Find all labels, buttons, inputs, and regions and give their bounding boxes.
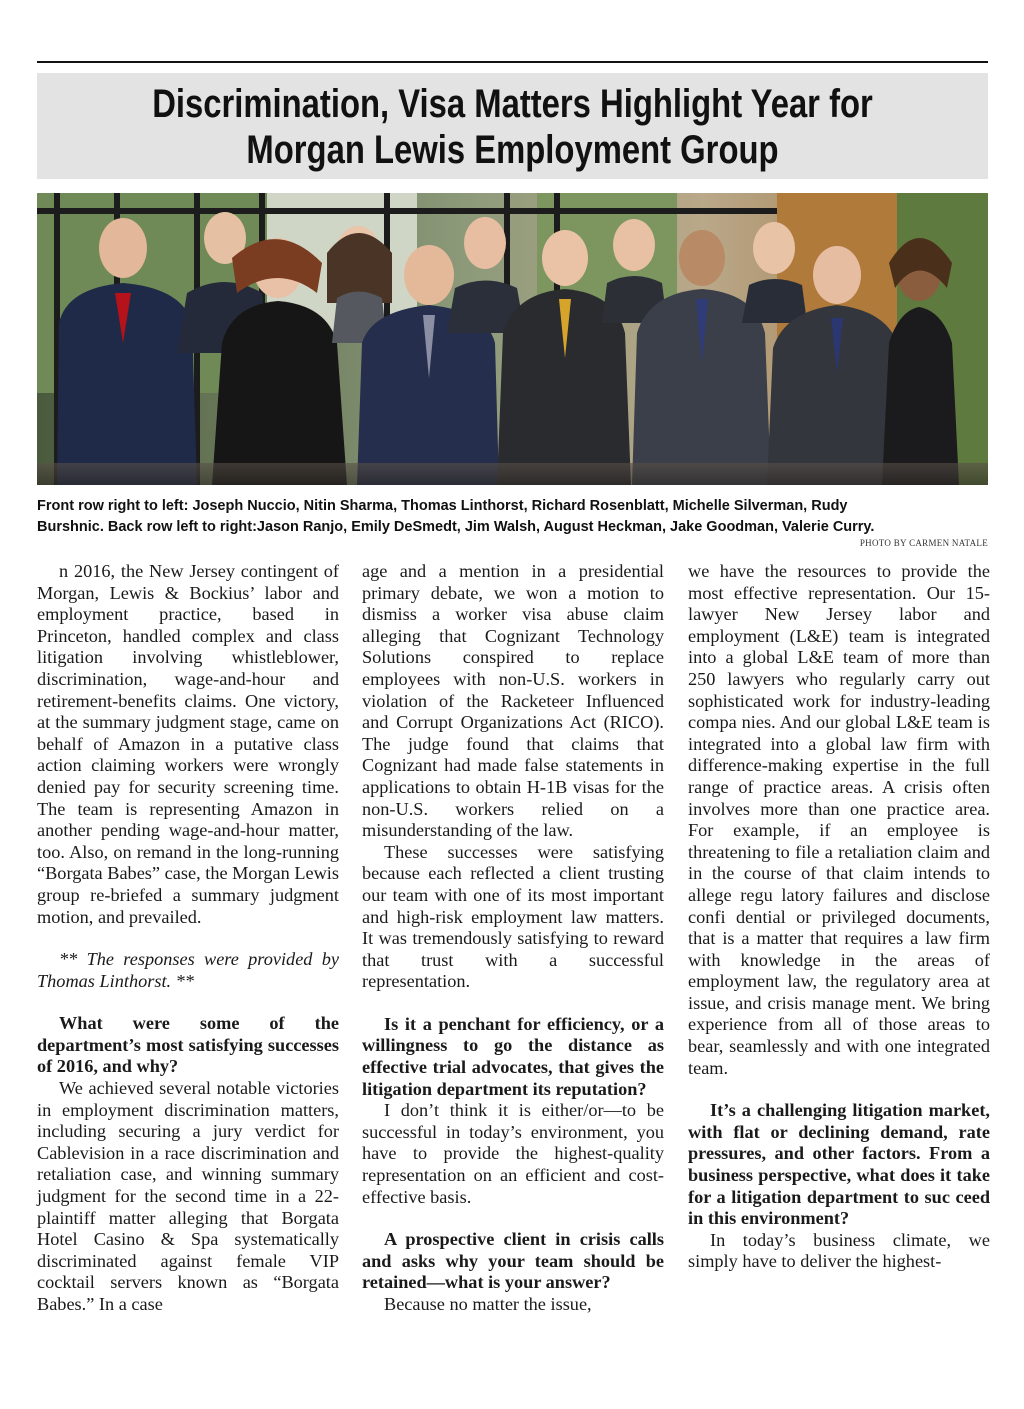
answer-4-start: In today’s business climate, we simply have to deliver the highest- bbox=[688, 1229, 990, 1272]
article-column-2 bbox=[362, 561, 664, 1316]
headline-line-1: Discrimination, Visa Matters Highlight Year for bbox=[152, 82, 873, 126]
article-column-3 bbox=[688, 561, 990, 1273]
answer-2: I don’t think it is either/or—to be successful in today’s environment, you have to provide the highest-quality representation on an efficient and cost-effective basis. bbox=[362, 1100, 664, 1207]
article-column-1 bbox=[37, 561, 339, 1316]
answer-3-continued: we have the resources to provide the most effective representation. Our 15-lawyer New Jersey labor and employment (L&E) team is integrated into a global L&E team of more than 250 lawyers who regularly carry out sophisticated work for industry-leading compa nies. And our global L&E team is integrated into a global law firm with difference-making expertise in the full range of practice areas. A crisis often involves more than one practice area. For example, if an employee is threatening to file a retaliation claim and in the course of that claim intends to allege regu latory failures and disclose confi dential or privileged documents, that is a matter that requires a law firm with knowledge in the areas of employment law, the regulatory area at issue, and crisis manage ment. We bring experience from all of those areas to bear, seamlessly and with one integrated team. bbox=[688, 561, 990, 1078]
question-4: It’s a challenging litigation market, with flat or declining demand, rate pressures, and other factors. From a business perspective, what does it take for a litigation department to suc ceed in this environment? bbox=[688, 1100, 990, 1229]
attribution-note: ** The responses were provided by Thomas Linthorst. ** bbox=[37, 949, 339, 991]
question-3: A prospective client in crisis calls and asks why your team should be retained—what is your answer? bbox=[362, 1229, 664, 1293]
headline bbox=[123, 73, 903, 173]
photo-caption bbox=[37, 496, 988, 538]
intro-paragraph: n 2016, the New Jersey contingent of Morgan, Lewis & Bockius’ labor and employment practice, based in Princeton, handled complex and class litigation involving whistleblower, discrimination, wage-and-hour and retirement-benefits claims. One victory, at the summary judgment stage, came on behalf of Amazon in a putative class action claiming workers were wrongly denied pay for security screening time. The team is representing Amazon in another pending wage-and-hour matter, too. Also, on remand in the long-running “Borgata Babes” case, the Morgan Lewis group re-briefed a summary judgment motion, and prevailed. bbox=[37, 561, 339, 927]
group-photo bbox=[37, 193, 988, 485]
answer-1-paragraph-2: These successes were satisfying because each reflected a client trusting our team with one of its most important and high-risk employment law matters. It was tremendously satisfying to reward that trust with a successful representation. bbox=[362, 841, 664, 992]
question-2: Is it a penchant for efficiency, or a willingness to go the distance as effective trial advocates, that gives the litigation department its reputation? bbox=[362, 1013, 664, 1099]
headline-line-2: Morgan Lewis Employment Group bbox=[246, 128, 779, 172]
headline-banner bbox=[37, 73, 988, 179]
answer-1: We achieved several notable victories in employment discrimination matters, including securing a jury verdict for Cablevision in a race discrimination and retaliation case, and winning summary judgment for the second time in a 22-plaintiff matter alleging that Borgata Hotel Casino & Spa systematically discriminated against female VIP cocktail servers known as “Borgata Babes.” In a case bbox=[37, 1078, 339, 1314]
caption-line-1: Front row right to left: Joseph Nuccio, Nitin Sharma, Thomas Linthorst, Richard Rosenblatt, Michelle Silverman, Rudy bbox=[37, 498, 848, 514]
caption-line-2: Burshnic. Back row left to right:Jason Ranjo, Emily DeSmedt, Jim Walsh, August Heckman, Jake Goodman, Valerie Curry. bbox=[37, 519, 875, 535]
top-rule bbox=[37, 61, 988, 63]
answer-3-start: Because no matter the issue, bbox=[384, 1294, 592, 1314]
photo-credit: PHOTO BY CARMEN NATALE bbox=[859, 538, 988, 548]
answer-1-continued: age and a mention in a presidential primary debate, we won a motion to dismiss a worker visa abuse claim alleging that Cognizant Technology Solutions conspired to replace employees with non-U.S. workers in violation of the Racketeer Influenced and Corrupt Organizations Act (RICO). The judge found that claims that Cognizant had made false statements in applications to obtain H-1B visas for the non-U.S. workers relied on a misunderstanding of the law. bbox=[362, 561, 664, 841]
question-1: What were some of the department’s most satisfying successes of 2016, and why? bbox=[37, 1013, 339, 1077]
